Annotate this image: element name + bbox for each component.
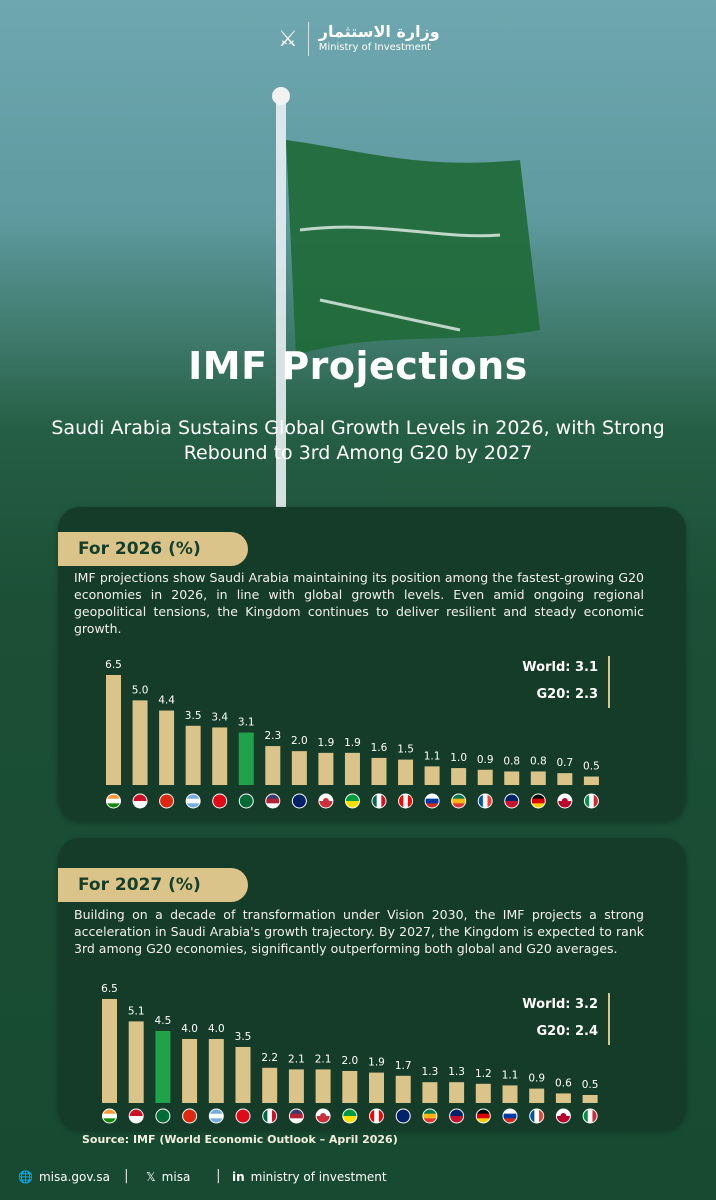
- footer: [0, 1156, 716, 1200]
- data-label: 1.7: [394, 1059, 412, 1072]
- data-label: 3.5: [184, 709, 202, 722]
- flag-türkiye-icon: [213, 794, 227, 808]
- data-label: 2.1: [288, 1053, 305, 1066]
- data-label: 6.5: [105, 659, 122, 671]
- data-label: 1.3: [421, 1066, 439, 1079]
- world-average-2027: World: 3.2: [522, 997, 598, 1012]
- bar-italy: [583, 1095, 598, 1103]
- bar-south-korea: [316, 1069, 331, 1103]
- flag-canada-icon: [399, 794, 413, 808]
- page-title: IMF Projections: [188, 344, 528, 388]
- data-label: 2.1: [314, 1053, 332, 1066]
- bar-saudi-arabia: [239, 733, 254, 785]
- data-label: 0.8: [529, 755, 547, 768]
- flag-japan-icon: [556, 1109, 570, 1123]
- data-label: 2.0: [341, 1055, 359, 1067]
- bar-russia: [503, 1085, 518, 1103]
- bar-indonesia: [129, 1021, 144, 1103]
- data-label: 5.1: [127, 1005, 145, 1018]
- flag-south-korea-icon: [316, 1109, 330, 1123]
- section-2027-text: Building on a decade of transformation under Vision 2030, the IMF projects a strong acceleration in Saudi Arabia's growth trajectory. By 2027, the Kingdom is expected to rank 3rd among G20 economies, significantly outperforming both global and G20 averages.: [74, 907, 644, 956]
- bar-south-africa: [422, 1082, 437, 1103]
- source-note: Source: IMF (World Economic Outlook – April 2026): [82, 1133, 398, 1146]
- data-label: 6.5: [101, 983, 118, 995]
- data-label: 1.9: [344, 736, 361, 749]
- data-label: 0.9: [476, 753, 494, 766]
- flag-brazil-icon: [345, 794, 359, 808]
- data-label: 1.2: [474, 1067, 492, 1080]
- flag-saudi-arabia-icon: [239, 794, 253, 808]
- footer-linkedin[interactable]: [232, 1170, 387, 1184]
- bar-mexico: [372, 758, 387, 785]
- data-label: 4.4: [158, 694, 175, 707]
- bar-japan: [557, 773, 572, 785]
- flag-saudi-arabia-icon: [156, 1109, 170, 1123]
- bar-united-states: [265, 746, 280, 785]
- data-label: 1.0: [450, 752, 468, 765]
- flag-japan-icon: [558, 794, 572, 808]
- g20-average-2026: G20: 2.3: [536, 687, 598, 702]
- data-label: 1.6: [370, 741, 388, 754]
- footer-divider: |: [124, 1168, 129, 1184]
- footer-website[interactable]: [18, 1170, 110, 1184]
- bar-australia: [396, 1076, 411, 1103]
- bar-germany: [476, 1084, 491, 1103]
- flag-indonesia-icon: [129, 1109, 143, 1123]
- bar-india: [106, 675, 121, 785]
- bar-united-kingdom: [449, 1082, 464, 1103]
- flag-australia-icon: [396, 1109, 410, 1123]
- bar-türkiye: [212, 727, 227, 785]
- data-label: 2.2: [261, 1051, 279, 1064]
- bar-china: [159, 711, 174, 785]
- bar-saudi-arabia: [155, 1031, 170, 1103]
- flag-united-states-icon: [266, 794, 280, 808]
- bar-china: [182, 1039, 197, 1103]
- flag-canada-icon: [370, 1109, 384, 1123]
- data-label: 1.1: [501, 1069, 519, 1082]
- website-label: misa.gov.sa: [38, 1170, 110, 1184]
- flag-mexico-icon: [263, 1109, 277, 1123]
- data-label: 1.3: [448, 1066, 465, 1079]
- flag-south-africa-icon: [452, 794, 466, 808]
- section-2027-card: [58, 838, 686, 1130]
- data-label: 0.5: [583, 760, 600, 773]
- bar-indonesia: [133, 700, 148, 785]
- data-label: 4.0: [181, 1023, 198, 1035]
- flag-india-icon: [103, 1109, 117, 1123]
- flag-indonesia-icon: [133, 794, 147, 808]
- data-label: 2.3: [264, 730, 282, 743]
- data-label: 4.0: [207, 1023, 225, 1035]
- data-label: 3.5: [234, 1031, 252, 1043]
- flag-argentina-icon: [186, 794, 200, 808]
- flag-italy-icon: [583, 1109, 597, 1123]
- page-subtitle: Saudi Arabia Sustains Global Growth Levels in 2026, with Strong Rebound to 3rd Among G20 by 2027: [51, 417, 665, 464]
- flag-australia-icon: [292, 794, 306, 808]
- data-label: 1.5: [397, 743, 414, 756]
- bar-south-korea: [318, 753, 333, 785]
- ministry-logo: [278, 22, 440, 56]
- footer-divider: |: [216, 1168, 221, 1184]
- flag-russia-icon: [503, 1109, 517, 1123]
- bar-france: [478, 770, 493, 785]
- flag-italy-icon: [584, 794, 598, 808]
- bar-italy: [584, 777, 599, 785]
- flag-mexico-icon: [372, 794, 386, 808]
- x-logo-icon: 𝕏: [146, 1170, 156, 1184]
- flag-india-icon: [107, 794, 121, 808]
- legend-accent-bar: [608, 656, 610, 708]
- x-handle-label: misa: [161, 1170, 191, 1184]
- flag-france-icon: [478, 794, 492, 808]
- bar-australia: [292, 751, 307, 785]
- data-label: 4.5: [154, 1015, 172, 1027]
- footer-x[interactable]: [146, 1170, 190, 1184]
- bar-argentina: [186, 726, 201, 785]
- bar-south-africa: [451, 768, 466, 785]
- flag-united-states-icon: [289, 1109, 303, 1123]
- bar-germany: [531, 771, 546, 785]
- data-label: 0.8: [503, 755, 521, 768]
- logo-divider: [308, 22, 309, 56]
- bar-brazil: [345, 753, 360, 785]
- flag-united-kingdom-icon: [505, 794, 519, 808]
- data-label: 2.0: [290, 735, 308, 748]
- palm-emblem-icon: ⚔: [278, 26, 298, 52]
- section-2027-tag: For 2027 (%): [58, 868, 248, 902]
- legend-2027: [520, 991, 598, 1045]
- logo-english: Ministry of Investment: [318, 42, 432, 53]
- flag-germany-icon: [476, 1109, 490, 1123]
- flag-china-icon: [160, 794, 174, 808]
- linkedin-label: ministry of investment: [250, 1170, 387, 1184]
- flag-south-korea-icon: [319, 794, 333, 808]
- logo-arabic: وزارة الاستثمار: [318, 22, 440, 41]
- flag-germany-icon: [531, 794, 545, 808]
- data-label: 3.1: [237, 716, 255, 729]
- bar-argentina: [209, 1039, 224, 1103]
- bar-india: [102, 999, 117, 1103]
- data-label: 0.7: [556, 757, 574, 770]
- data-label: 1.9: [368, 1056, 385, 1069]
- bar-türkiye: [236, 1047, 251, 1103]
- bar-france: [529, 1089, 544, 1103]
- flag-south-africa-icon: [423, 1109, 437, 1123]
- data-label: 0.6: [555, 1077, 572, 1090]
- flag-france-icon: [530, 1109, 544, 1123]
- globe-icon: 🌐: [18, 1170, 33, 1184]
- data-label: 1.9: [317, 736, 335, 749]
- bar-mexico: [262, 1068, 277, 1103]
- flag-türkiye-icon: [236, 1109, 250, 1123]
- bar-brazil: [342, 1071, 357, 1103]
- world-average-2026: World: 3.1: [522, 660, 598, 675]
- data-label: 5.0: [131, 684, 149, 697]
- linkedin-icon: in: [232, 1170, 245, 1184]
- section-2026-text: IMF projections show Saudi Arabia maintaining its position among the fastest-growing G20 economies in 2026, in line with global growth levels. Even amid ongoing regional geopolitical tensions, the Kingdom continues to deliver resilient and steady economic growth.: [74, 570, 644, 636]
- data-label: 0.5: [581, 1079, 599, 1091]
- flag-russia-icon: [425, 794, 439, 808]
- flag-united-kingdom-icon: [450, 1109, 464, 1123]
- g20-average-2027: G20: 2.4: [536, 1024, 598, 1039]
- data-label: 3.4: [211, 711, 229, 724]
- section-2026-card: [58, 507, 686, 821]
- legend-accent-bar: [608, 993, 610, 1045]
- flag-brazil-icon: [343, 1109, 357, 1123]
- hero-banner: [0, 0, 716, 520]
- flag-china-icon: [183, 1109, 197, 1123]
- data-label: 1.1: [423, 750, 441, 763]
- bar-japan: [556, 1093, 571, 1103]
- flag-argentina-icon: [209, 1109, 223, 1123]
- bar-united-states: [289, 1069, 304, 1103]
- bar-russia: [425, 766, 440, 785]
- data-label: 0.9: [528, 1072, 546, 1085]
- bar-united-kingdom: [504, 771, 519, 785]
- section-2026-tag: For 2026 (%): [58, 532, 248, 566]
- bar-canada: [398, 760, 413, 785]
- bar-canada: [369, 1073, 384, 1103]
- legend-2026: [520, 654, 598, 708]
